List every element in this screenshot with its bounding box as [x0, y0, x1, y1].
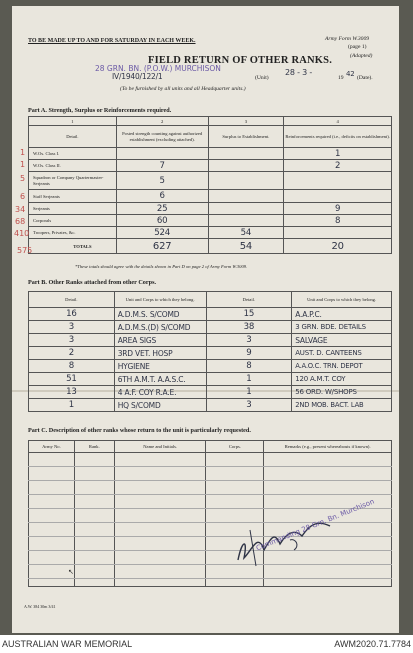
table-row — [29, 373, 392, 386]
margin-note: 575 — [17, 246, 33, 255]
unit-corps: 4 A.F. COY R.A.E. — [114, 386, 206, 399]
unit-corps: HQ S/COMD — [114, 399, 206, 412]
part-c-title: Part C. Description of other ranks whose return to the unit is particularly requested. — [28, 427, 251, 434]
unit-stamp: 28 GRN. BN. (P.O.W.) MURCHISON — [95, 64, 221, 73]
table-row — [29, 203, 392, 215]
unit-corps: 6TH A.M.T. A.A.S.C. — [114, 373, 206, 386]
unit-corps: A.A.P.C. — [292, 308, 392, 321]
table-row — [29, 399, 392, 412]
totals-label: TOTALS — [29, 239, 117, 254]
row-detail: Troopers, Privates, &c. — [29, 227, 117, 239]
unit-corps: AUST. D. CANTEENS — [292, 347, 392, 360]
table-row — [29, 172, 392, 190]
column-header: Detail. — [206, 292, 292, 308]
part-b-table — [28, 291, 392, 412]
surplus — [208, 215, 284, 227]
date-value: 28 - 3 - — [285, 68, 313, 77]
col-number: 4 — [284, 117, 392, 126]
col-number: 1 — [29, 117, 117, 126]
column-header: Detail. — [29, 292, 115, 308]
unit-corps: 3 GRN. BDE. DETAILS — [292, 321, 392, 334]
row-detail: Squadron or Company Quartermaster-Serjeants — [29, 172, 117, 190]
furnish-note: (To be furnished by all units and all Headquarter units.) — [120, 86, 246, 92]
unit-corps: 3RD VET. HOSP — [114, 347, 206, 360]
surplus — [208, 190, 284, 203]
part-a-table — [28, 116, 392, 254]
surplus — [208, 203, 284, 215]
detail-count: 2 — [29, 347, 115, 360]
date-label: (Date). — [357, 75, 373, 81]
reinforcements: 9 — [284, 203, 392, 215]
totals-row — [29, 239, 392, 254]
posted-strength: 25 — [116, 203, 208, 215]
form-title: FIELD RETURN OF OTHER RANKS. — [148, 55, 333, 66]
row-detail: W.Os. Class I. — [29, 148, 117, 160]
margin-note: 68 — [15, 217, 26, 226]
detail-count: 1 — [29, 399, 115, 412]
column-header: Surplus to Establishment. — [208, 126, 284, 148]
table-row — [29, 334, 392, 347]
posted-strength: 7 — [116, 160, 208, 172]
margin-note: 34 — [15, 205, 26, 214]
print-code: A.W. 384 30m 3/41 — [24, 604, 56, 609]
ruled-line — [28, 494, 392, 495]
page-number: (page 1) — [348, 44, 367, 50]
total-surplus: 54 — [208, 239, 284, 254]
table-row — [29, 321, 392, 334]
unit-corps: 120 A.M.T. COY — [292, 373, 392, 386]
unit-corps: SALVAGE — [292, 334, 392, 347]
part-b-title: Part B. Other Ranks attached from other Corps. — [28, 279, 157, 286]
column-header: Corps. — [206, 441, 264, 453]
column-header: Rank. — [74, 441, 114, 453]
posted-strength: 5 — [116, 172, 208, 190]
unit-label: (Unit) — [255, 75, 269, 81]
archive-reference: AWM2020.71.7784 — [334, 639, 411, 649]
margin-note: 1 — [20, 160, 26, 169]
army-form-number: Army Form W.3009 — [325, 36, 370, 42]
margin-note: 5 — [20, 174, 26, 183]
total-posted: 627 — [116, 239, 208, 254]
reinforcements: 8 — [284, 215, 392, 227]
total-reinforcements: 20 — [284, 239, 392, 254]
ruled-line — [28, 508, 392, 509]
detail-count: 1 — [206, 373, 292, 386]
table-row — [29, 160, 392, 172]
unit-corps: AREA SIGS — [114, 334, 206, 347]
table-row — [29, 308, 392, 321]
posted-strength: 6 — [116, 190, 208, 203]
detail-count: 9 — [206, 347, 292, 360]
detail-count: 3 — [29, 334, 115, 347]
row-detail: Staff Serjeants — [29, 190, 117, 203]
column-header: Army No. — [29, 441, 75, 453]
posted-strength: 524 — [116, 227, 208, 239]
column-header: Reinforcements required (i.e., deficits on establishment). — [284, 126, 392, 148]
table-row — [29, 360, 392, 373]
detail-count: 51 — [29, 373, 115, 386]
surplus: 54 — [208, 227, 284, 239]
commanding-stamp: Commanding 28 Grn. Bn. Murchison — [255, 497, 376, 553]
detail-count: 15 — [206, 308, 292, 321]
column-header: Name and Initials. — [114, 441, 206, 453]
detail-count: 8 — [206, 360, 292, 373]
table-row — [29, 190, 392, 203]
detail-count: 16 — [29, 308, 115, 321]
column-header: Detail. — [29, 126, 117, 148]
unit-corps: A.D.M.S. S/COMD — [114, 308, 206, 321]
column-header: Posted strength counting against authorized establishment (excluding attached). — [116, 126, 208, 148]
adapted-label: (Adapted) — [350, 53, 373, 59]
table-row — [29, 347, 392, 360]
col-number: 2 — [116, 117, 208, 126]
column-header: Remarks (e.g., present whereabouts if known). — [264, 441, 392, 453]
detail-count: 3 — [206, 399, 292, 412]
detail-count: 1 — [206, 386, 292, 399]
surplus — [208, 160, 284, 172]
surplus — [208, 172, 284, 190]
pencil-mark: ↖ — [68, 568, 74, 576]
part-a-title: Part A. Strength, Surplus or Reinforcements required. — [28, 107, 172, 114]
detail-count: 38 — [206, 321, 292, 334]
table-row — [29, 148, 392, 160]
posted-strength — [116, 148, 208, 160]
margin-note: 6 — [20, 192, 26, 201]
row-detail: Serjeants — [29, 203, 117, 215]
archive-footer — [0, 635, 413, 653]
margin-note: 410 — [14, 229, 30, 238]
reinforcements — [284, 227, 392, 239]
date-year-prefix: 19 — [338, 75, 344, 81]
ruled-line — [28, 578, 392, 579]
part-a-footnote: *These totals should agree with the details shown in Part D on page 2 of Army Form W.3009. — [75, 264, 248, 269]
unit-corps: 2ND MOB. BACT. LAB — [292, 399, 392, 412]
reinforcements: 2 — [284, 160, 392, 172]
table-row — [29, 227, 392, 239]
reinforcements — [284, 190, 392, 203]
table-row — [29, 215, 392, 227]
archive-name: AUSTRALIAN WAR MEMORIAL — [2, 639, 133, 649]
unit-handwritten: IV/1940/122/1 — [112, 72, 163, 81]
posted-strength: 60 — [116, 215, 208, 227]
ruled-line — [28, 466, 392, 467]
ruled-line — [28, 480, 392, 481]
col-number: 3 — [208, 117, 284, 126]
date-year-suffix: 42 — [346, 70, 355, 78]
column-header: Unit and Corps to which they belong. — [114, 292, 206, 308]
row-detail: Corporals — [29, 215, 117, 227]
column-header: Unit and Corps to which they belong. — [292, 292, 392, 308]
margin-note: 1 — [20, 148, 26, 157]
table-row — [29, 386, 392, 399]
row-detail: W.Os. Class II. — [29, 160, 117, 172]
unit-corps: HYGIENE — [114, 360, 206, 373]
reinforcements — [284, 172, 392, 190]
detail-count: 8 — [29, 360, 115, 373]
detail-count: 3 — [206, 334, 292, 347]
unit-corps: A.A.O.C. TRN. DEPOT — [292, 360, 392, 373]
detail-count: 13 — [29, 386, 115, 399]
unit-corps: A.D.M.S.(D) S/COMD — [114, 321, 206, 334]
instruction-text: TO BE MADE UP TO AND FOR SATURDAY IN EACH WEEK. — [28, 38, 196, 44]
surplus — [208, 148, 284, 160]
detail-count: 3 — [29, 321, 115, 334]
unit-corps: 56 ORD. W/SHOPS — [292, 386, 392, 399]
reinforcements: 1 — [284, 148, 392, 160]
